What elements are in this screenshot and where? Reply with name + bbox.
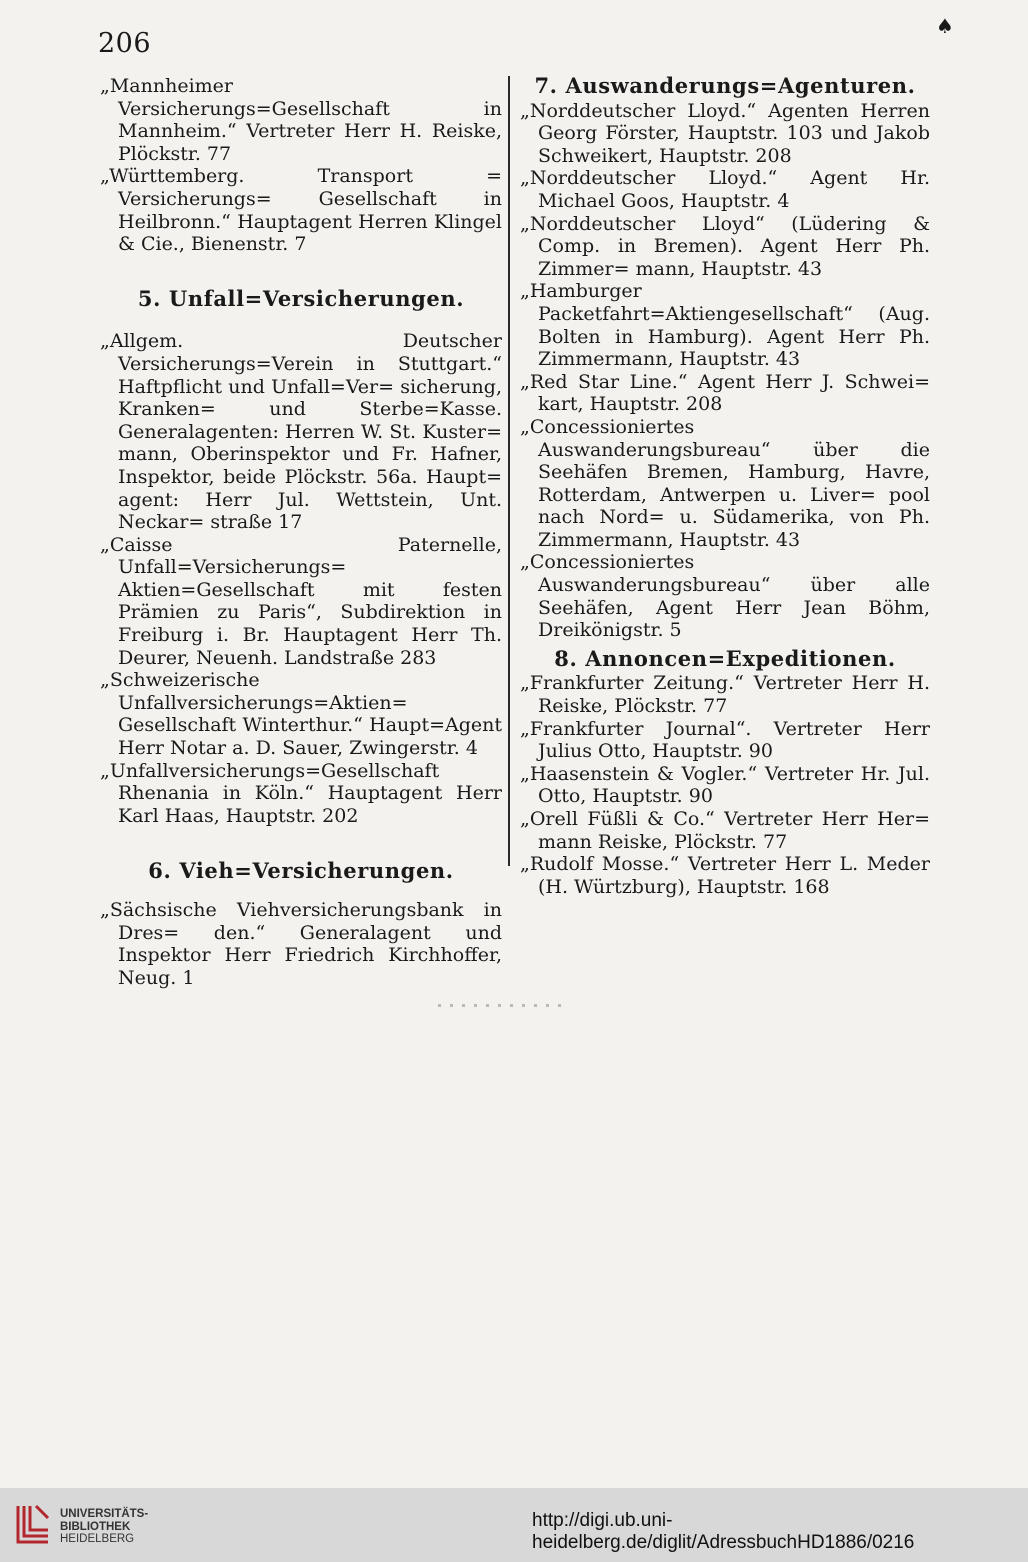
footer-bar [0,1488,1028,1562]
list-item: „Norddeutscher Lloyd.“ Agenten Herren Georg Förster, Hauptstr. 103 und Jakob Schweikert, Hauptstr. 208 [520,99,930,167]
list-item: „Frankfurter Journal“. Vertreter Herr Julius Otto, Hauptstr. 90 [520,717,930,763]
library-name-line: UNIVERSITÄTS- [60,1508,149,1520]
list-item: „Red Star Line.“ Agent Herr J. Schwei= kart, Hauptstr. 208 [520,370,930,416]
list-item: „Mannheimer Versicherungs=Gesellschaft in Mannheim.“ Vertreter Herr H. Reiske, Plöckstr. 77 [100,75,502,165]
list-item: „Allgem. Deutscher Versicherungs=Verein in Stuttgart.“ Haftpflicht und Unfall=Ver= sicherung, Kranken= und Sterbe=Kasse. Generalagenten: Herren W. St. Kuster= mann, Oberinspektor und Fr. Hafner, Inspektor, beide Plöckstr. 56a. Haupt= agent: Herr Jul. Wettstein, Unt. Neckar= straße 17 [100,330,502,534]
section-heading-advertising-agencies: 8. Annoncen=Expeditionen. [554,645,896,671]
page-number: 206 [98,28,152,59]
library-name-line: HEIDELBERG [60,1533,135,1545]
left-column [100,75,502,989]
library-name-line: BIBLIOTHEK [60,1520,131,1533]
list-item: „Concessioniertes Auswanderungsbureau“ über alle Seehäfen, Agent Herr Jean Böhm, Dreikönigstr. 5 [520,551,930,642]
list-item: „Sächsische Viehversicherungsbank in Dres= den.“ Generalagent und Inspektor Herr Friedrich Kirchhoffer, Neug. 1 [100,899,502,989]
list-item: „Norddeutscher Lloyd.“ Agent Hr. Michael Goos, Hauptstr. 4 [520,167,930,212]
list-item: „Orell Füßli & Co.“ Vertreter Herr Her= mann Reiske, Plöckstr. 77 [520,808,930,853]
list-item: „Frankfurter Zeitung.“ Vertreter Herr H. Reiske, Plöckstr. 77 [520,672,930,718]
right-column [520,75,930,898]
list-item: „Rudolf Mosse.“ Vertreter Herr L. Meder (H. Würtzburg), Hauptstr. 168 [520,853,930,898]
list-item: „Hamburger Packetfahrt=Aktiengesellschaft“ (Aug. Bolten in Hamburg). Agent Herr Ph. Zimmermann, Hauptstr. 43 [520,280,930,371]
section-heading-emigration-agencies: 7. Auswanderungs=Agenturen. [534,73,916,98]
scan-artifact-dots [438,1004,563,1007]
source-url-link[interactable]: http://digi.ub.uni-heidelberg.de/diglit/AdressbuchHD1886/0216 [532,1510,915,1553]
list-item: „Württemberg. Transport = Versicherungs= Gesellschaft in Heilbronn.“ Hauptagent Herren Klingel & Cie., Bienenstr. 7 [100,165,502,256]
list-item: „Norddeutscher Lloyd“ (Lüdering & Comp. in Bremen). Agent Herr Ph. Zimmer= mann, Hauptstr. 43 [520,212,930,280]
corner-mark-icon: ♠ [936,14,954,38]
library-name [60,1508,148,1546]
library-logo-icon [14,1502,52,1546]
list-item: „Concessioniertes Auswanderungsbureau“ über die Seehäfen Bremen, Hamburg, Havre, Rotterdam, Antwerpen u. Liver= pool nach Nord= u. Südamerika, von Ph. Zimmermann, Hauptstr. 43 [520,415,930,551]
column-divider [508,76,510,866]
section-heading-accident-insurance: 5. Unfall=Versicherungen. [137,285,465,311]
list-item: „Schweizerische Unfallversicherungs=Aktien= Gesellschaft Winterthur.“ Haupt=Agent Herr Notar a. D. Sauer, Zwingerstr. 4 [100,669,502,760]
list-item: „Unfallversicherungs=Gesellschaft Rhenania in Köln.“ Hauptagent Herr Karl Haas, Hauptstr. 202 [100,759,502,827]
list-item: „Haasenstein & Vogler.“ Vertreter Hr. Jul. Otto, Hauptstr. 90 [520,762,930,808]
list-item: „Caisse Paternelle, Unfall=Versicherungs= Aktien=Gesellschaft mit festen Prämien zu Paris“, Subdirektion in Freiburg i. Br. Hauptagent Herr Th. Deurer, Neuenh. Landstraße 283 [100,533,502,669]
section-heading-livestock-insurance: 6. Vieh=Versicherungen. [148,858,454,884]
